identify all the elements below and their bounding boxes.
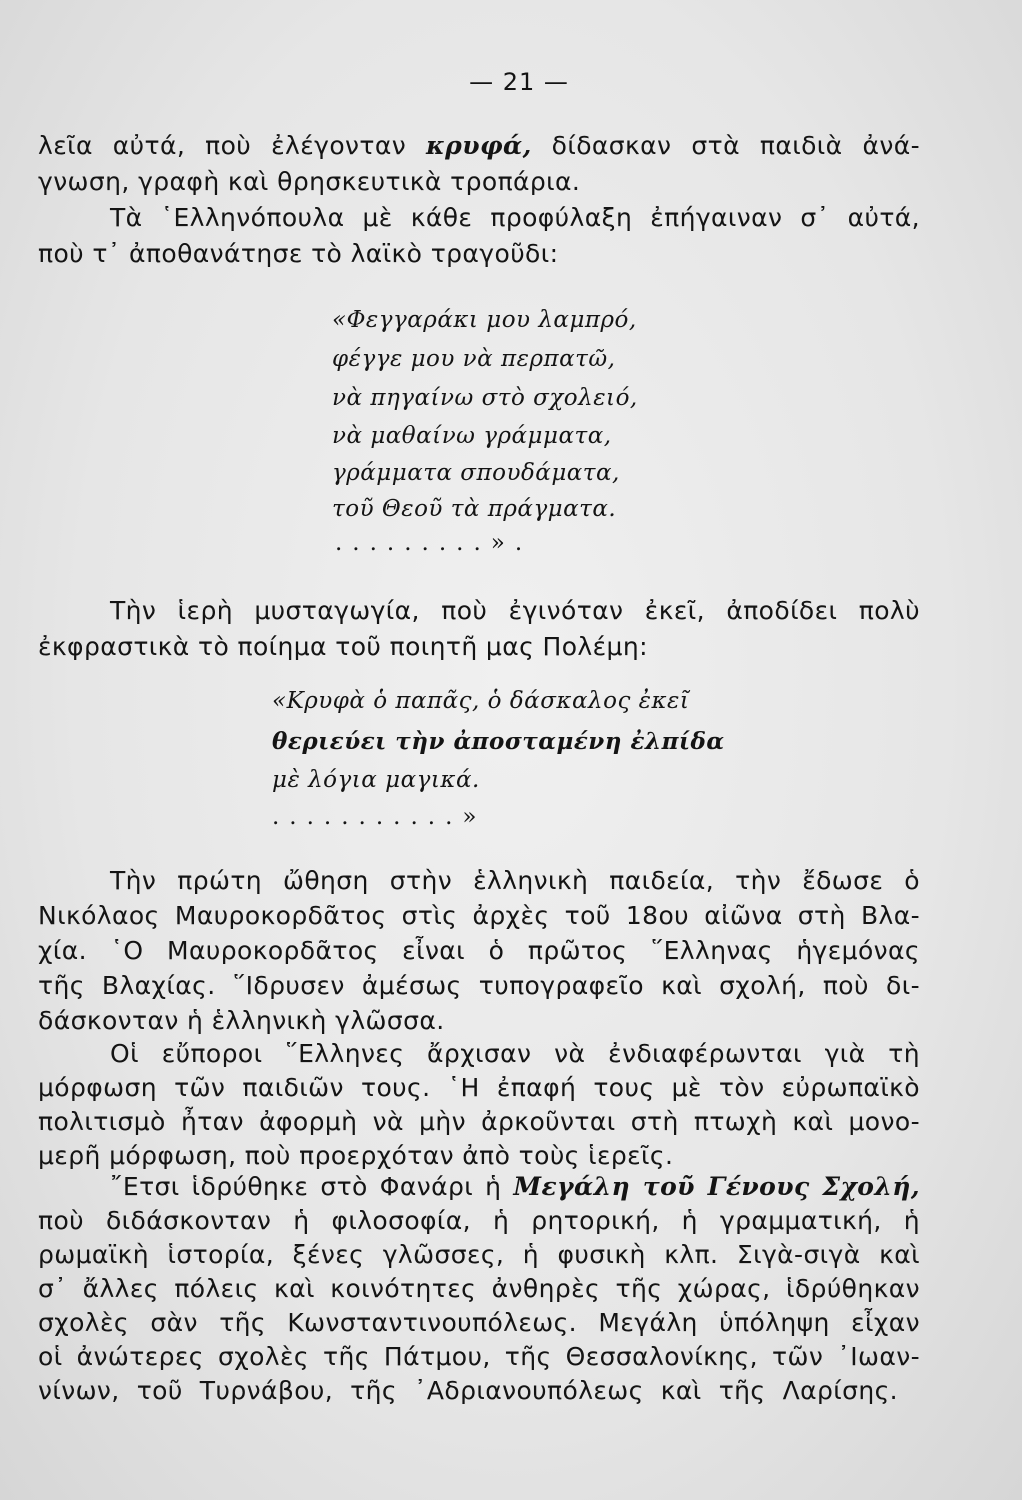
paragraph-3-line-2: ἐκφραστικὰ τὸ ποίημα τοῦ ποιητῆ μας Πολέμη:: [38, 632, 648, 661]
poem-1-line-1: «Φεγγαράκι μου λαμπρό,: [332, 307, 637, 333]
paragraph-2-line-2: ποὺ τ᾽ ἀποθανάτησε τὸ λαϊκὸ τραγοῦδι:: [38, 239, 559, 268]
paragraph-5-line-3: πολιτισμὸ ἦταν ἀφορμὴ νὰ μὴν ἀρκοῦνται στὴ πτωχὴ καὶ μονο-: [38, 1107, 920, 1136]
page-number: — 21 —: [469, 68, 569, 96]
text-run: ῎Ετσι ἱδρύθηκε στὸ Φανάρι ἡ: [110, 1172, 502, 1201]
paragraph-6-line-4: σ᾽ ἄλλες πόλεις καὶ κοινότητες ἀνθηρὲς τῆς χώρας, ἱδρύθηκαν: [38, 1274, 920, 1303]
paragraph-4-line-4: τῆς Βλαχίας. ῞Ιδρυσεν ἀμέσως τυπογραφεῖο καὶ σχολή, ποὺ δι-: [38, 971, 920, 1000]
emphasis-megali-tou-genous-scholi: Μεγάλη τοῦ Γένους Σχολή,: [513, 1172, 920, 1201]
paragraph-5-line-2: μόρφωση τῶν παιδιῶν τους. ῾Η ἐπαφή τους μὲ τὸν εὐρωπαϊκὸ: [38, 1073, 920, 1102]
paragraph-4-line-3: χία. ῾Ο Μαυροκορδᾶτος εἶναι ὁ πρῶτος ῞Ελληνας ἡγεμόνας: [38, 936, 920, 965]
paragraph-6-line-5: σχολὲς σὰν τῆς Κωνσταντινουπόλεως. Μεγάλη ὑπόληψη εἶχαν: [38, 1308, 920, 1337]
paragraph-6-line-6: οἱ ἀνώτερες σχολὲς τῆς Πάτμου, τῆς Θεσσαλονίκης, τῶν ᾽Ιωαν-: [38, 1342, 920, 1371]
paragraph-6-line-7: νίνων, τοῦ Τυρνάβου, τῆς ᾽Αδριανουπόλεως καὶ τῆς Λαρίσης.: [38, 1376, 898, 1405]
poem-1-line-3: νὰ πηγαίνω στὸ σχολειό,: [332, 385, 638, 411]
emphasis-krufa: κρυφά,: [426, 131, 532, 160]
poem-2-line-1: «Κρυφὰ ὁ παπᾶς, ὁ δάσκαλος ἐκεῖ: [272, 688, 690, 714]
text-run: δίδασκαν στὰ παιδιὰ ἀνά-: [551, 131, 920, 160]
paragraph-4-line-2: Νικόλαος Μαυροκορδᾶτος στὶς ἀρχὲς τοῦ 18ου αἰῶνα στὴ Βλα-: [38, 901, 920, 930]
poem-2-ellipsis: ...........»: [272, 804, 487, 830]
poem-2-line-3: μὲ λόγια μαγικά.: [272, 767, 480, 793]
poem-1-line-2: φέγγε μου νὰ περπατῶ,: [332, 346, 616, 372]
poem-2-line-2: θεριεύει τὴν ἀποσταμένη ἐλπίδα: [272, 728, 725, 755]
poem-1-line-5: γράμματα σπουδάματα,: [332, 460, 620, 486]
paragraph-1-line-1: [38, 130, 920, 162]
text-run: λεῖα αὐτά, ποὺ ἐλέγονταν: [38, 131, 407, 160]
poem-1-line-6: τοῦ Θεοῦ τὰ πράγματα.: [332, 496, 617, 522]
paragraph-2-line-1: Τὰ ῾Ελληνόπουλα μὲ κάθε προφύλαξη ἐπήγαιναν σ᾽ αὐτά,: [110, 203, 920, 232]
poem-1-ellipsis: .........».: [335, 530, 533, 556]
paragraph-6-line-2: ποὺ διδάσκονταν ἡ φιλοσοφία, ἡ ρητορική, ἡ γραμματική, ἡ: [38, 1206, 920, 1235]
paragraph-6-line-1: [110, 1171, 920, 1203]
paragraph-5-line-4: μερῆ μόρφωση, ποὺ προερχόταν ἀπὸ τοὺς ἱερεῖς.: [38, 1141, 674, 1170]
paragraph-4-line-1: Τὴν πρώτη ὤθηση στὴν ἑλληνικὴ παιδεία, τὴν ἔδωσε ὁ: [110, 866, 920, 895]
poem-1-line-4: νὰ μαθαίνω γράμματα,: [332, 423, 612, 449]
paragraph-4-line-5: δάσκονταν ἡ ἑλληνικὴ γλῶσσα.: [38, 1006, 445, 1035]
paragraph-3-line-1: Τὴν ἱερὴ μυσταγωγία, ποὺ ἐγινόταν ἐκεῖ, ἀποδίδει πολὺ: [110, 596, 920, 625]
paragraph-6-line-3: ρωμαϊκὴ ἱστορία, ξένες γλῶσσες, ἡ φυσικὴ κλπ. Σιγὰ-σιγὰ καὶ: [38, 1240, 920, 1269]
paragraph-1-line-2: γνωση, γραφὴ καὶ θρησκευτικὰ τροπάρια.: [38, 167, 581, 196]
paragraph-5-line-1: Οἱ εὔποροι ῞Ελληνες ἄρχισαν νὰ ἐνδιαφέρωνται γιὰ τὴ: [110, 1039, 920, 1068]
